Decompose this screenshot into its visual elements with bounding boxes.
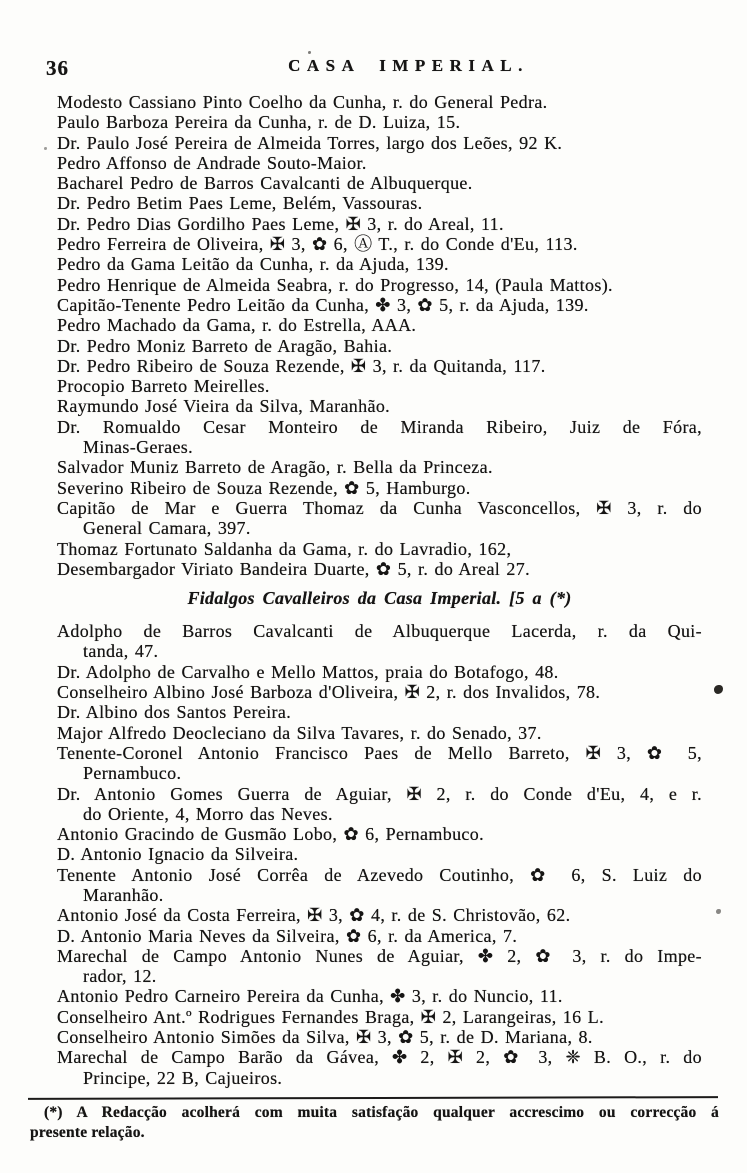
directory-entry	[57, 662, 702, 682]
directory-entry	[57, 254, 702, 274]
entry-line: Severino Ribeiro de Souza Rezende, ✿ 5, Hamburgo.	[57, 477, 471, 498]
directory-entry	[57, 621, 702, 662]
entry-line: tanda, 47.	[83, 641, 159, 662]
entry-line: Minas-Geraes.	[83, 437, 194, 458]
directory-list-1	[57, 92, 702, 579]
ink-speck	[716, 909, 721, 914]
directory-entry	[57, 356, 702, 376]
directory-entry	[57, 478, 702, 498]
entry-line: General Camara, 397.	[83, 518, 251, 539]
entry-line: Bacharel Pedro de Barros Cavalcanti de Albuquerque.	[57, 173, 473, 194]
section-heading: Fidalgos Cavalleiros da Casa Imperial. [5 a (*)	[187, 588, 572, 609]
directory-entry	[57, 1047, 702, 1088]
entry-line: Modesto Cassiano Pinto Coelho da Cunha, r. do General Pedra.	[57, 92, 548, 112]
entry-line: Dr. Adolpho de Carvalho e Mello Mattos, praia do Botafogo, 48.	[57, 661, 559, 682]
entry-line: rador, 12.	[83, 966, 157, 987]
entry-line: Pernambuco.	[83, 763, 182, 784]
directory-entry	[57, 112, 702, 132]
entry-line: Raymundo José Vieira da Silva, Maranhão.	[57, 396, 391, 417]
entry-line: D. Antonio Ignacio da Silveira.	[57, 844, 299, 865]
directory-entry	[57, 1007, 702, 1027]
entry-line: Major Alfredo Deocleciano da Silva Tavares, r. do Senado, 37.	[57, 722, 542, 743]
entry-line: D. Antonio Maria Neves da Silveira, ✿ 6, r. da America, 7.	[57, 925, 518, 946]
directory-entry	[57, 417, 702, 458]
directory-entry	[57, 173, 702, 193]
entry-line: Tenente-Coronel Antonio Francisco Paes de Mello Barreto, ✠ 3, ✿ 5,	[57, 742, 702, 763]
directory-entry	[57, 498, 702, 539]
directory-entry	[57, 275, 702, 295]
entry-line: Salvador Muniz Barreto de Aragão, r. Bella da Princeza.	[57, 457, 493, 478]
footnote-line: presente relação.	[30, 1123, 145, 1141]
directory-entry	[57, 946, 702, 987]
entry-line: Dr. Antonio Gomes Guerra de Aguiar, ✠ 2, r. do Conde d'Eu, 4, e r.	[57, 783, 702, 804]
entry-line: Desembargador Viriato Bandeira Duarte, ✿ 5, r. do Areal 27.	[57, 558, 530, 579]
directory-entry	[57, 986, 702, 1006]
directory-entry	[57, 234, 702, 254]
directory-entry	[57, 682, 702, 702]
directory-entry	[57, 865, 702, 906]
entry-line: Conselheiro Albino José Barboza d'Oliveira, ✠ 2, r. dos Invalidos, 78.	[57, 682, 601, 703]
ink-speck	[714, 685, 723, 694]
entry-line: Antonio Gracindo de Gusmão Lobo, ✿ 6, Pernambuco.	[57, 824, 484, 845]
directory-entry	[57, 214, 702, 234]
directory-entry	[57, 396, 702, 416]
directory-entry	[57, 315, 702, 335]
directory-entry	[57, 1027, 702, 1047]
entry-line: Adolpho de Barros Cavalcanti de Albuquerque Lacerda, r. da Qui-	[57, 621, 702, 642]
directory-entry	[57, 295, 702, 315]
directory-list-2	[57, 621, 702, 1088]
entry-line: Procopio Barreto Meirelles.	[57, 376, 270, 397]
entry-line: do Oriente, 4, Morro das Neves.	[83, 803, 333, 824]
entry-line: Paulo Barboza Pereira da Cunha, r. de D. Luiza, 15.	[57, 112, 461, 133]
entry-line: Dr. Pedro Ribeiro de Souza Rezende, ✠ 3, r. da Quitanda, 117.	[57, 355, 546, 376]
entry-line: Pedro da Gama Leitão da Cunha, r. da Ajuda, 139.	[57, 254, 449, 275]
directory-entry	[57, 539, 702, 559]
directory-entry	[57, 153, 702, 173]
entry-line: Dr. Pedro Dias Gordilho Paes Leme, ✠ 3, r. do Areal, 11.	[57, 213, 504, 234]
entry-line: Marechal de Campo Antonio Nunes de Aguiar, ✤ 2, ✿ 3, r. do Impe-	[57, 945, 702, 966]
entry-line: Tenente Antonio José Corrêa de Azevedo Coutinho, ✿ 6, S. Luiz do	[57, 864, 702, 885]
entry-line: Conselheiro Antonio Simões da Silva, ✠ 3, ✿ 5, r. de D. Mariana, 8.	[57, 1027, 593, 1048]
entry-line: Marechal de Campo Barão da Gávea, ✤ 2, ✠ 2, ✿ 3, ❈ B. O., r. do	[57, 1047, 702, 1068]
entry-line: Antonio Pedro Carneiro Pereira da Cunha, ✤ 3, r. do Nuncio, 11.	[57, 986, 563, 1007]
directory-entry	[57, 824, 702, 844]
ink-speck	[44, 147, 47, 150]
directory-entry	[57, 559, 702, 579]
directory-entry	[57, 193, 702, 213]
entry-line: Pedro Affonso de Andrade Souto-Maior.	[57, 152, 367, 173]
entry-line: Antonio José da Costa Ferreira, ✠ 3, ✿ 4, r. de S. Christovão, 62.	[57, 905, 571, 926]
page-title: CASA IMPERIAL.	[288, 56, 529, 75]
entry-line: Dr. Pedro Betim Paes Leme, Belém, Vassouras.	[57, 193, 423, 214]
directory-entry	[57, 844, 702, 864]
directory-entry	[57, 457, 702, 477]
directory-entry	[57, 926, 702, 946]
entry-line: Capitão de Mar e Guerra Thomaz da Cunha Vasconcellos, ✠ 3, r. do	[57, 497, 702, 518]
directory-entry	[57, 133, 702, 153]
directory-entry	[57, 784, 702, 825]
directory-entry	[57, 376, 702, 396]
entry-line: Conselheiro Ant.º Rodrigues Fernandes Braga, ✠ 2, Larangeiras, 16 L.	[57, 1006, 604, 1027]
entry-line: Dr. Albino dos Santos Pereira.	[57, 702, 292, 723]
page-number: 36	[46, 56, 69, 80]
footnote-line: (*) A Redacção acolherá com muita satisfação qualquer accrescimo ou correcção á	[44, 1103, 719, 1121]
entry-line: Thomaz Fortunato Saldanha da Gama, r. do Lavradio, 162,	[57, 538, 512, 559]
directory-entry	[57, 92, 702, 112]
directory-entry	[57, 336, 702, 356]
footnote	[30, 1103, 719, 1143]
entry-line: Principe, 22 B, Cajueiros.	[83, 1067, 283, 1088]
directory-entry	[57, 702, 702, 722]
entry-line: Maranhão.	[83, 884, 164, 905]
entry-line: Pedro Machado da Gama, r. do Estrella, AAA.	[57, 315, 417, 336]
directory-entry	[57, 723, 702, 743]
ink-speck	[308, 51, 311, 54]
footnote-divider	[28, 1096, 718, 1100]
page-header	[0, 56, 747, 80]
entry-line: Capitão-Tenente Pedro Leitão da Cunha, ✤ 3, ✿ 5, r. da Ajuda, 139.	[57, 294, 589, 315]
entry-line: Pedro Henrique de Almeida Seabra, r. do Progresso, 14, (Paula Mattos).	[57, 274, 613, 295]
entry-line: Dr. Romualdo Cesar Monteiro de Miranda Ribeiro, Juiz de Fóra,	[57, 416, 702, 437]
entry-line: Dr. Pedro Moniz Barreto de Aragão, Bahia.	[57, 335, 393, 356]
entry-line: Dr. Paulo José Pereira de Almeida Torres, largo dos Leões, 92 K.	[57, 132, 563, 153]
directory-entry	[57, 743, 702, 784]
entry-line: Pedro Ferreira de Oliveira, ✠ 3, ✿ 6, Ⓐ T., r. do Conde d'Eu, 113.	[57, 234, 578, 255]
directory-entry	[57, 905, 702, 925]
